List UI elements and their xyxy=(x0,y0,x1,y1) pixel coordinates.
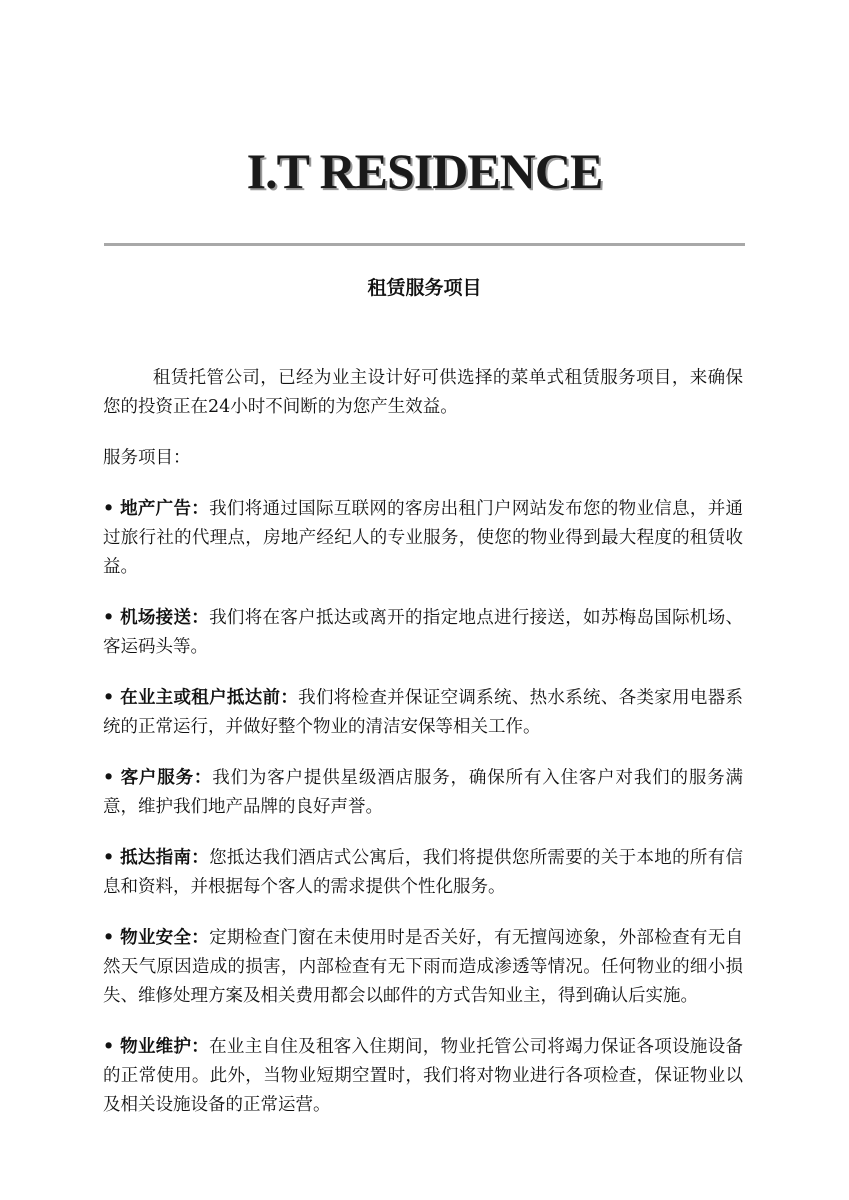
service-item-customer-service xyxy=(103,764,743,822)
service-term: 客户服务： xyxy=(120,768,213,788)
brand-title: I.T RESIDENCE xyxy=(246,143,603,199)
service-term: 抵达指南： xyxy=(120,848,210,868)
service-item-airport-transfer xyxy=(103,604,743,662)
service-term: 在业主或租户抵达前： xyxy=(120,688,299,708)
document-body xyxy=(103,364,743,1120)
title-divider xyxy=(104,243,745,246)
service-term: 地产广告： xyxy=(120,499,210,519)
service-description: 定期检查门窗在未使用时是否关好，有无擅闯迹象，外部检查有无自然天气原因造成的损害，内部检查有无下雨而造成渗透等情况。任何物业的细小损失、维修处理方案及相关费用都会以邮件的方式告知业主，得到确认后实施。 xyxy=(103,928,744,1006)
service-item-arrival-guide xyxy=(103,844,743,902)
service-item-property-maintenance xyxy=(103,1033,743,1120)
service-item-real-estate-ads xyxy=(103,495,743,582)
bullet-icon: • xyxy=(103,499,115,519)
service-description: 我们为客户提供星级酒店服务，确保所有入住客户对我们的服务满意，维护我们地产品牌的良好声誉。 xyxy=(103,768,743,817)
service-item-pre-arrival xyxy=(103,684,743,742)
intro-paragraph: 租赁托管公司，已经为业主设计好可供选择的菜单式租赁服务项目，来确保您的投资正在24小时不间断的为您产生效益。 xyxy=(103,368,743,417)
service-description: 在业主自住及租客入住期间，物业托管公司将竭力保证各项设施设备的正常使用。此外，当物业短期空置时，我们将对物业进行各项检查，保证物业以及相关设施设备的正常运营。 xyxy=(103,1037,744,1115)
service-description: 我们将在客户抵达或离开的指定地点进行接送，如苏梅岛国际机场、客运码头等。 xyxy=(103,608,744,657)
bullet-icon: • xyxy=(103,928,115,948)
bullet-icon: • xyxy=(103,688,115,708)
document-subtitle: 租赁服务项目 xyxy=(367,277,482,299)
service-term: 物业安全： xyxy=(120,928,210,948)
bullet-icon: • xyxy=(103,768,115,788)
bullet-icon: • xyxy=(103,1037,115,1057)
bullet-icon: • xyxy=(103,848,115,868)
service-description: 我们将通过国际互联网的客房出租门户网站发布您的物业信息，并通过旅行社的代理点，房地产经纪人的专业服务，使您的物业得到最大程度的租赁收益。 xyxy=(103,499,744,577)
service-description: 我们将检查并保证空调系统、热水系统、各类家用电器系统的正常运行，并做好整个物业的清洁安保等相关工作。 xyxy=(103,688,743,737)
service-item-property-security xyxy=(103,924,743,1011)
bullet-icon: • xyxy=(103,608,115,628)
service-description: 您抵达我们酒店式公寓后，我们将提供您所需要的关于本地的所有信息和资料，并根据每个客人的需求提供个性化服务。 xyxy=(103,848,744,897)
services-heading: 服务项目： xyxy=(103,448,191,468)
service-term: 机场接送： xyxy=(120,608,210,628)
service-term: 物业维护： xyxy=(120,1037,210,1057)
